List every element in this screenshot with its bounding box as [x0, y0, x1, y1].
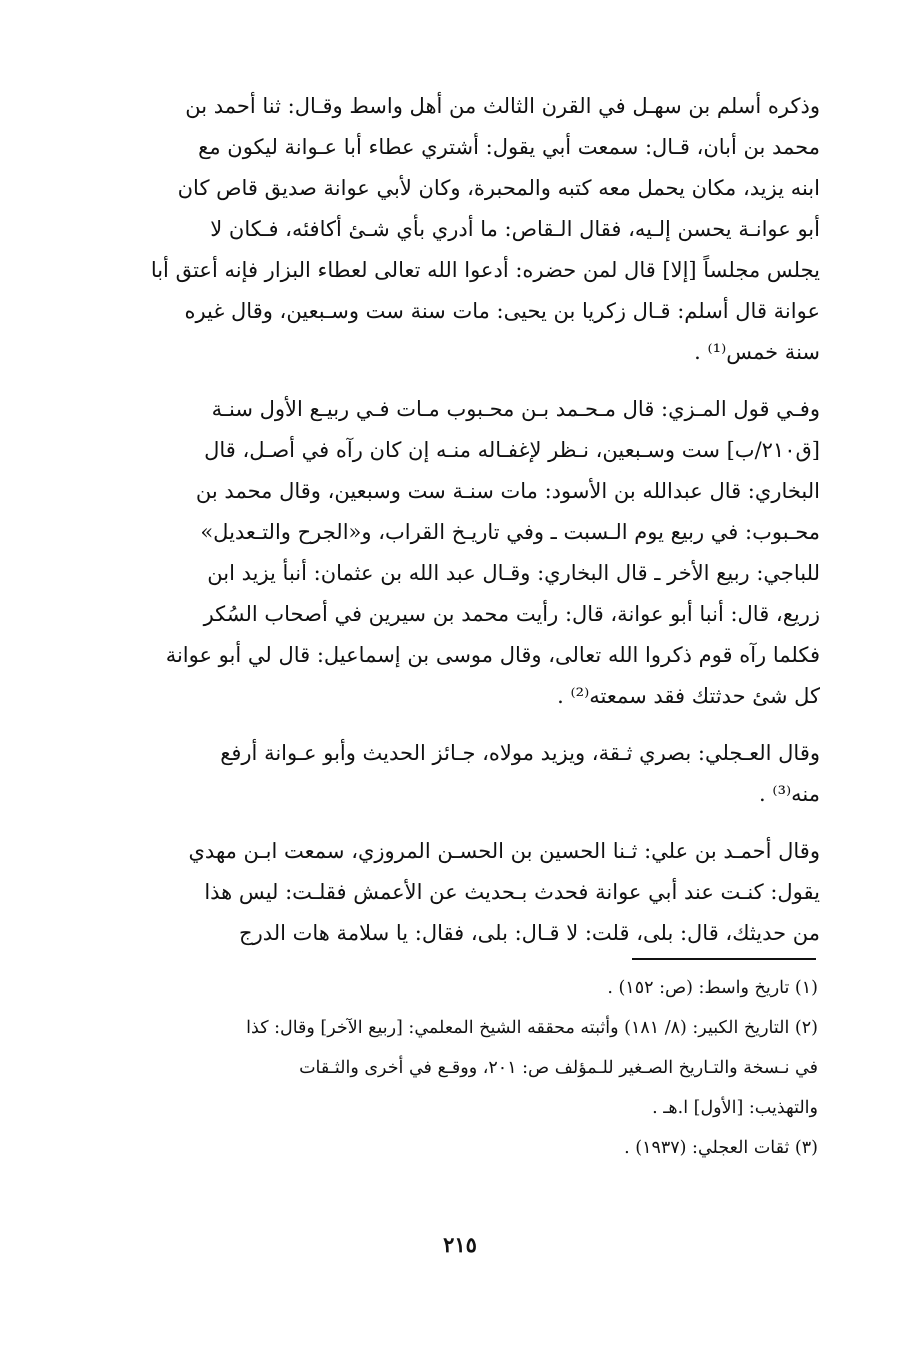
text-line: [ق٢١٠/ب] ست وسـبعين، نـظر لإغفـاله منـه إن كان رآه في أصـل، قال [204, 438, 820, 462]
footnote-line: والتهذيب: [الأول] ا.هـ . [652, 1098, 818, 1118]
text-line: فكلما رآه قوم ذكروا الله تعالى، وقال موسى بن إسماعيل: قال لي أبو عوانة [165, 643, 820, 667]
main-text [120, 86, 820, 970]
text-line: منه⁽³⁾ . [759, 782, 820, 806]
text-line: محـبوب: في ربيع يوم الـسبت ـ وفي تاريـخ القراب، و«الجرح والتـعديل» [200, 520, 820, 544]
footnote-1 [130, 968, 818, 1008]
text-line: البخاري: قال عبدالله بن الأسود: مات سنـة ست وسبعين، وقال محمد بن [195, 479, 820, 503]
footnote-line: (١) تاريخ واسط: (ص: ١٥٢) . [607, 978, 818, 998]
footnote-3 [130, 1128, 818, 1168]
footnote-line: (٣) ثقات العجلي: (١٩٣٧) . [624, 1138, 818, 1158]
text-line: كل شئ حدثتك فقد سمعته⁽²⁾ . [557, 684, 820, 708]
text-line: محمد بن أبان، قـال: سمعت أبي يقول: أشتري عطاء أبا عـوانة ليكون مع [198, 135, 820, 159]
paragraph-4 [120, 831, 820, 954]
text-line: عوانة قال أسلم: قـال زكريا بن يحيى: مات سنة ست وسـبعين، وقال غيره [184, 299, 820, 323]
text-line: يقول: كنـت عند أبي عوانة فحدث بـحديث عن الأعمش فقلـت: ليس هذا [204, 880, 820, 904]
text-line: من حديثك، قال: بلى، قلت: لا قـال: بلى، فقال: يا سلامة هات الدرج [239, 921, 820, 945]
text-line: للباجي: ربيع الأخر ـ قال البخاري: وقـال عبد الله بن عثمان: أنبأ يزيد ابن [207, 561, 820, 585]
footnote-line: (٢) التاريخ الكبير: (٨/ ١٨١) وأثبته محققه الشيخ المعلمي: [ربيع الآخر] وقال: كذا [246, 1018, 818, 1038]
paragraph-1 [120, 86, 820, 373]
page-number: ٢١٥ [443, 1232, 477, 1257]
paragraph-3 [120, 733, 820, 815]
text-line: زريع، قال: أنبا أبو عوانة، قال: رأيت محمد بن سيرين في أصحاب السُكر [203, 602, 820, 626]
text-line: وفـي قول المـزي: قال مـحـمد بـن محـبوب مـات فـي ربيـع الأول سنـة [211, 397, 820, 421]
footnotes [130, 968, 818, 1168]
text-line: وذكره أسلم بن سهـل في القرن الثالث من أهل واسط وقـال: ثنا أحمد بن [185, 94, 820, 118]
text-line: سنة خمس⁽¹⁾ . [694, 340, 820, 364]
text-line: وقال العـجلي: بصري ثـقة، ويزيد مولاه، جـائز الحديث وأبو عـوانة أرفع [220, 741, 820, 765]
footnote-separator [632, 958, 816, 960]
text-line: يجلس مجلساً [إلا] قال لمن حضره: أدعوا الله تعالى لعطاء البزار فإنه أعتق أبا [150, 258, 820, 282]
footnote-2 [130, 1008, 818, 1128]
paragraph-2 [120, 389, 820, 717]
footnote-line: في نـسخة والتـاريخ الصـغير للـمؤلف ص: ٢٠١، ووقـع في أخرى والثـقات [299, 1058, 818, 1078]
text-line: ابنه يزيد، مكان يحمل معه كتبه والمحبرة، وكان لأبي عوانة صديق قاص كان [177, 176, 820, 200]
text-line: وقال أحمـد بن علي: ثـنا الحسين بن الحسـن المروزي، سمعت ابـن مهدي [188, 839, 820, 863]
text-line: أبو عوانـة يحسن إلـيه، فقال الـقاص: ما أدري بأي شـئ أكافئه، فـكان لا [210, 217, 820, 241]
